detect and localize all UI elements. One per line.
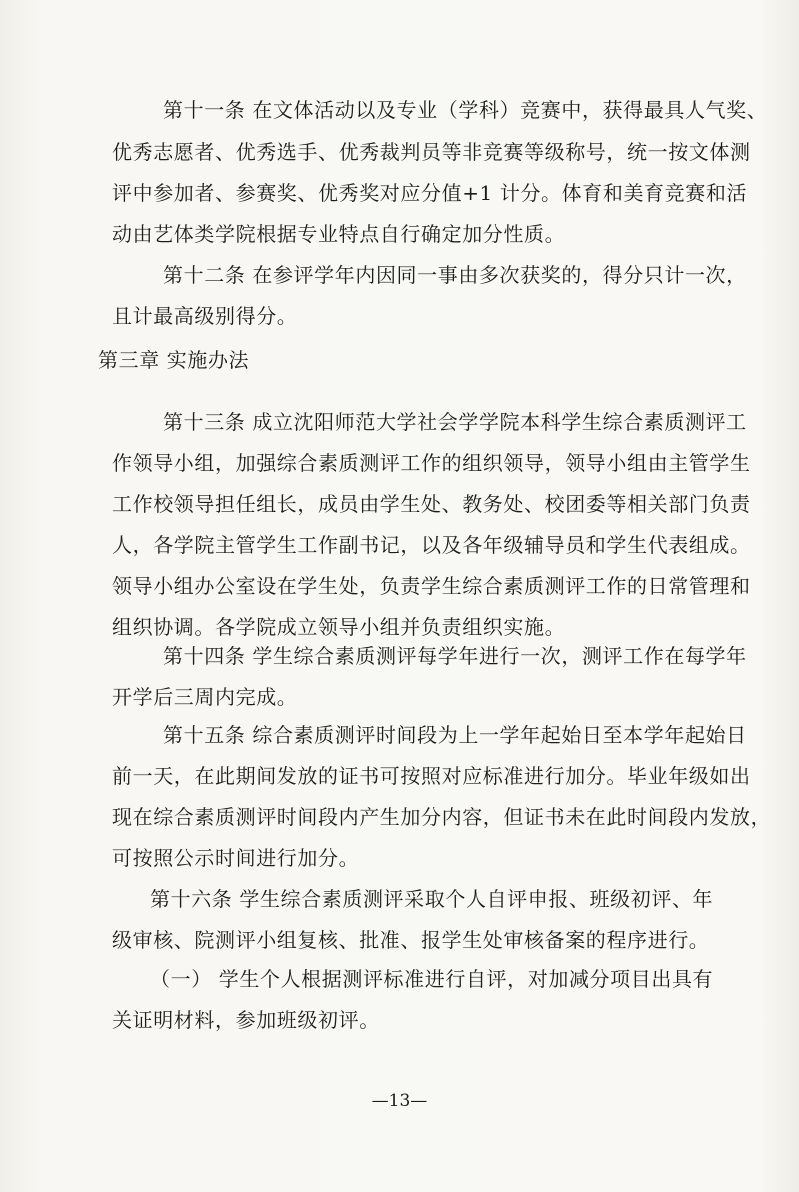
article-12-line: 且计最高级别得分。 — [112, 304, 298, 328]
article-12-line: 第十二条 在参评学年内因同一事由多次获奖的，得分只计一次， — [163, 263, 747, 287]
article-11-line: 第十一条 在文体活动以及专业（学科）竞赛中，获得最具人气奖、 — [163, 98, 768, 122]
article-13-line: 组织协调。各学院成立领导小组并负责组织实施。 — [112, 615, 566, 639]
article-13-line: 工作校领导担任组长，成员由学生处、教务处、校团委等相关部门负责 — [112, 492, 751, 516]
article-11-line: 动由艺体类学院根据专业特点自行确定加分性质。 — [112, 222, 566, 246]
article-16-line: 第十六条 学生综合素质测评采取个人自评申报、班级初评、年 — [150, 887, 714, 911]
article-13-line: 领导小组办公室设在学生处，负责学生综合素质测评工作的日常管理和 — [112, 574, 751, 598]
item-1-line: （一） 学生个人根据测评标准进行自评，对加减分项目出具有 — [150, 967, 714, 991]
article-11-line: 评中参加者、参赛奖、优秀奖对应分值+1 计分。体育和美育竞赛和活 — [112, 181, 748, 205]
item-1-line: 关证明材料，参加班级初评。 — [112, 1008, 380, 1032]
article-15-line: 现在综合素质测评时间段内产生加分内容，但证书未在此时间段内发放， — [112, 805, 772, 829]
article-14-line: 开学后三周内完成。 — [112, 685, 298, 709]
article-14-line: 第十四条 学生综合素质测评每学年进行一次，测评工作在每学年 — [163, 644, 747, 668]
article-15-line: 第十五条 综合素质测评时间段为上一学年起始日至本学年起始日 — [163, 723, 747, 747]
article-15-line: 前一天，在此期间发放的证书可按照对应标准进行加分。毕业年级如出 — [112, 764, 751, 788]
page-number: —13— — [371, 1091, 428, 1111]
chapter-heading: 第三章 实施办法 — [98, 348, 250, 372]
article-13-line: 第十三条 成立沈阳师范大学社会学学院本科学生综合素质测评工 — [163, 410, 747, 434]
article-13-line: 作领导小组，加强综合素质测评工作的组织领导，领导小组由主管学生 — [112, 451, 751, 475]
article-16-line: 级审核、院测评小组复核、批准、报学生处审核备案的程序进行。 — [112, 928, 710, 952]
article-13-line: 人，各学院主管学生工作副书记，以及各年级辅导员和学生代表组成。 — [112, 533, 751, 557]
article-15-line: 可按照公示时间进行加分。 — [112, 846, 360, 870]
article-11-line: 优秀志愿者、优秀选手、优秀裁判员等非竞赛等级称号，统一按文体测 — [112, 140, 751, 164]
